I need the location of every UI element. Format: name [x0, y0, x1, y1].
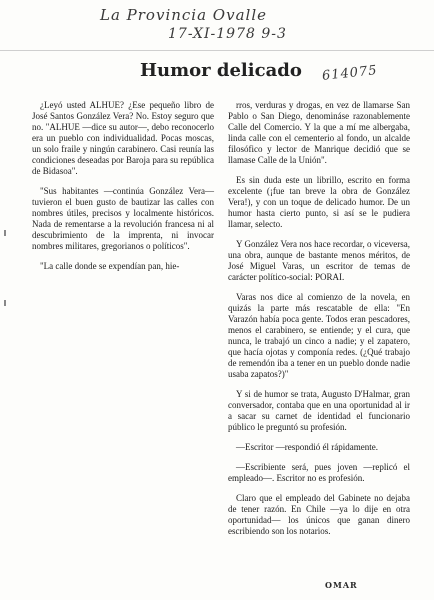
- handwritten-date-note: 17-XI-1978 9-3: [168, 26, 287, 42]
- handwritten-archive-number: 614075: [321, 63, 379, 84]
- article-paragraph: ¿Leyó usted ALHUE? ¿Ese pequeño libro de José Santos González Vera? No. Estoy seguro que no. "ALHUE —dice su autor—, debo reconocerlo era un pueblo con individualidad. Pocas moscas, un solo fraile y ningún carabinero. Casi reunía las condiciones deseadas por Baroja para su república de Bidasoa".: [32, 100, 214, 176]
- article-paragraph: Varas nos dice al comienzo de la novela, en quizás la parte más rescatable de ella: "En Varazón había poca gente. Todos eran pescadores, menos el carabinero, se entiende; y el cura, que nunca, le trabajó un cinco a nadie; y el zapatero, que hacía ojotas y componía redes. (¿Qué trabajo de remendón iba a tener en un pueblo donde nadie usaba zapatos?)": [228, 292, 410, 379]
- author-byline: OMAR: [325, 580, 358, 590]
- article-paragraph: "Sus habitantes —continúa González Vera— tuvieron el buen gusto de bautizar las calles con nombres útiles, precisos y localmente históricos. Nada de rementarse a la revolución francesa ni al descubrimiento de la imprenta, ni invocar nombres militares, gregorianos o políticos".: [32, 186, 214, 251]
- article-title: Humor delicado: [140, 60, 302, 81]
- scan-divider-top: [0, 50, 434, 51]
- handwritten-publication-note: La Provincia Ovalle: [100, 6, 267, 24]
- scan-margin-mark: [4, 230, 6, 236]
- article-paragraph: —Escribiente será, pues joven —replicó el empleado—. Escritor no es profesión.: [228, 462, 410, 483]
- article-paragraph: Es sin duda este un librillo, escrito en forma excelente (¡fue tan breve la obra de González Vera!), y con un toque de delicado humor. De un humor hasta cierto punto, si así se le pudiera llamar, selecto.: [228, 175, 410, 229]
- article-paragraph: rros, verduras y drogas, en vez de llamarse San Pablo o San Diego, denomináse razonablemente Calle del Comercio. Y la que a mí me albergaba, linda calle con el cementerio al fondo, un alcalde filosófico y lector de Manrique decidió que se llamase Calle de la Unión".: [228, 100, 410, 165]
- article-paragraph: —Escritor —respondió él rápidamente.: [236, 442, 378, 452]
- article-paragraph: Y González Vera nos hace recordar, o viceversa, una obra, aunque de bastante menos méritos, de José Miguel Varas, un escritor de temas de carácter político-social: PORAI.: [228, 239, 410, 282]
- article-paragraph: Y si de humor se trata, Augusto D'Halmar, gran conversador, contaba que en una oportunidad al ir a sacar su carnet de identidad el funcionario público le preguntó su profesión.: [228, 389, 410, 432]
- article-column-right: [228, 100, 410, 546]
- scan-margin-mark: [4, 300, 6, 306]
- article-column-left: [32, 100, 214, 281]
- article-paragraph: "La calle donde se expendían pan, hie-: [40, 261, 180, 271]
- article-paragraph: Claro que el empleado del Gabinete no dejaba de tener razón. En Chile —ya lo dije en otra oportunidad— los únicos que ganan dinero escribiendo son los notarios.: [228, 493, 410, 536]
